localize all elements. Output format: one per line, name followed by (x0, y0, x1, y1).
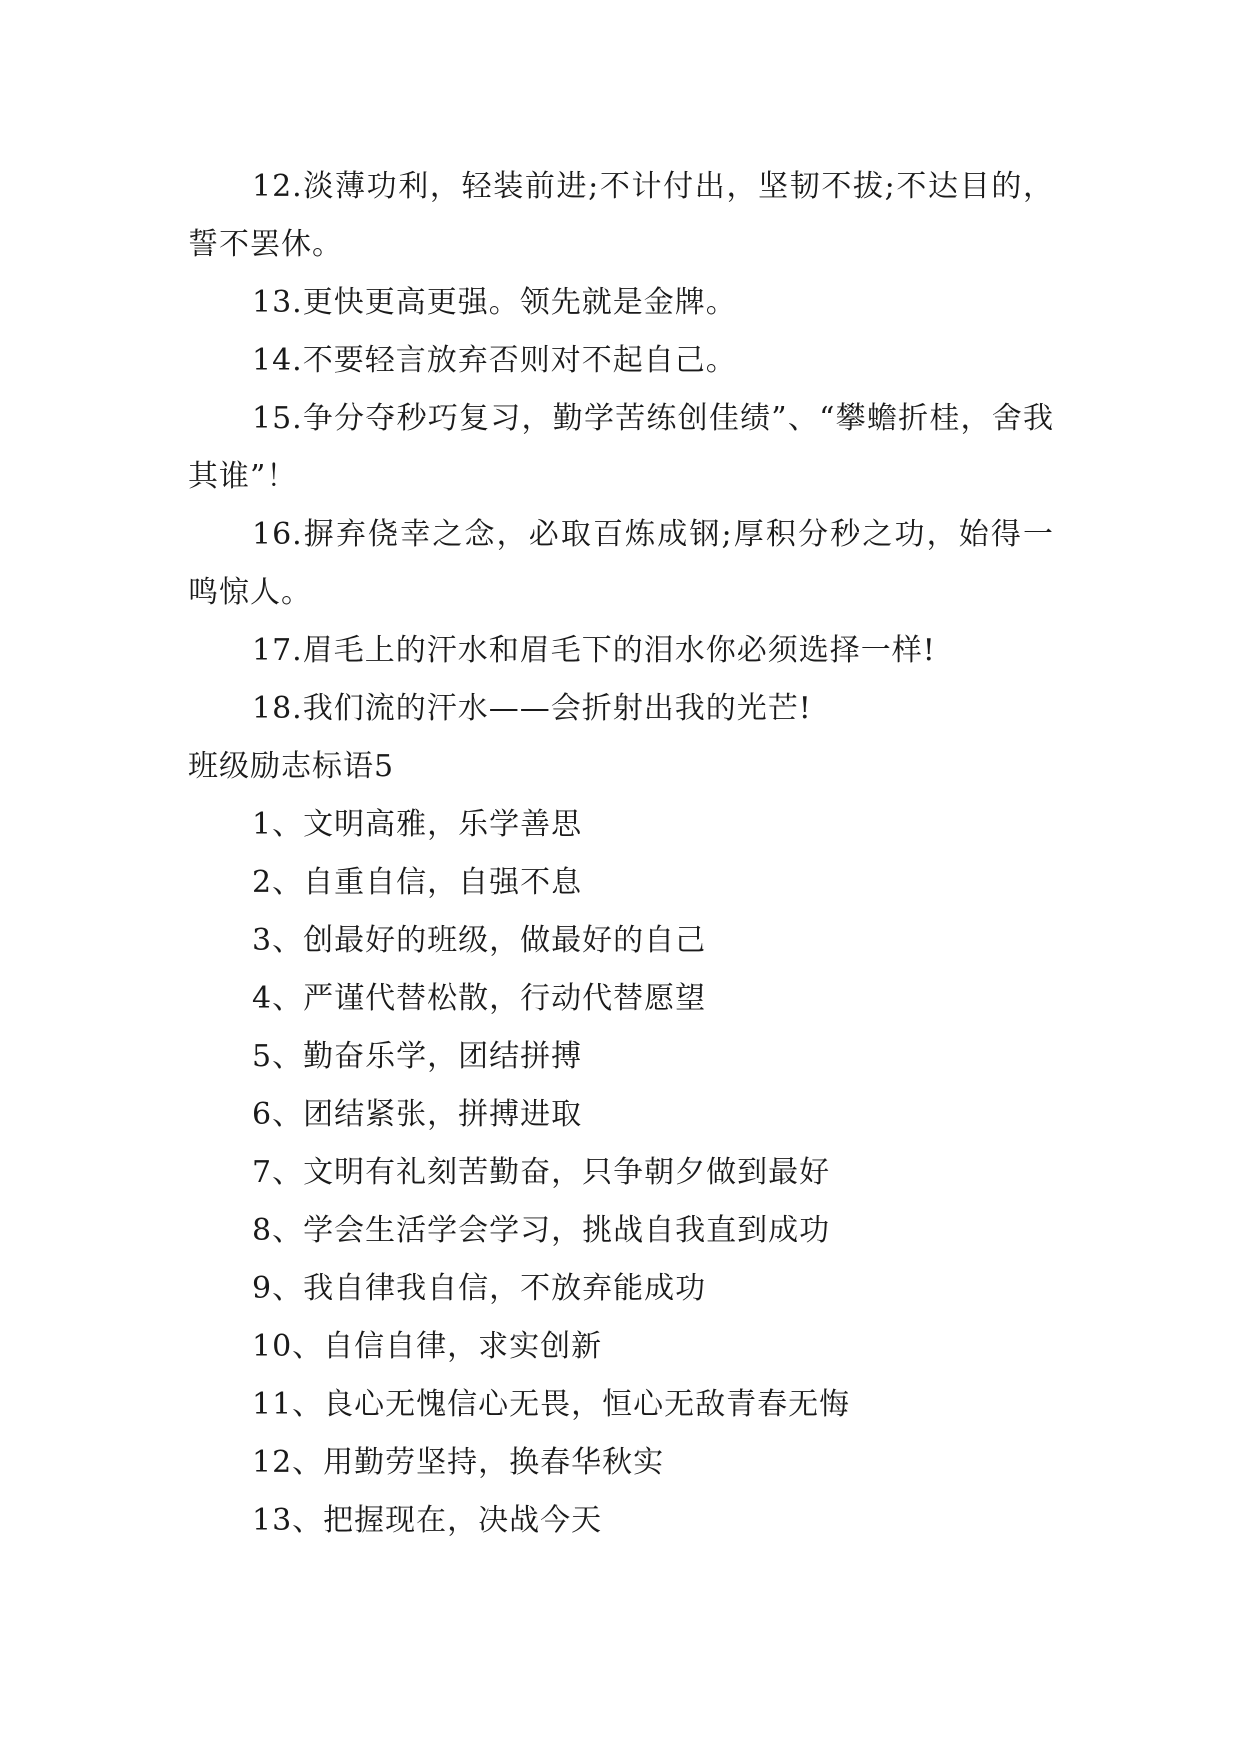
paragraph-14: 14.不要轻言放弃否则对不起自己。 (252, 343, 737, 378)
list-item: 8、学会生活学会学习，挑战自我直到成功 (252, 1213, 831, 1248)
list-item: 3、创最好的班级，做最好的自己 (252, 923, 707, 958)
list-item: 11、良心无愧信心无畏，恒心无敌青春无悔 (252, 1387, 851, 1422)
list-item: 4、严谨代替松散，行动代替愿望 (252, 981, 707, 1016)
list-item: 2、自重自信，自强不息 (252, 865, 583, 900)
paragraph-18: 18.我们流的汗水——会折射出我的光芒! (252, 691, 812, 726)
list-item: 1、文明高雅，乐学善思 (252, 807, 583, 842)
section-heading: 班级励志标语5 (188, 749, 395, 784)
list-item: 5、勤奋乐学，团结拼搏 (252, 1039, 583, 1074)
list-item: 10、自信自律，求实创新 (252, 1329, 603, 1364)
paragraph-13: 13.更快更高更强。领先就是金牌。 (252, 285, 737, 320)
document-body (188, 158, 1054, 1550)
paragraph-17: 17.眉毛上的汗水和眉毛下的泪水你必须选择一样! (252, 633, 936, 668)
paragraph-12: 12.淡薄功利，轻装前进;不计付出，坚韧不拔;不达目的，誓不罢休。 (188, 169, 1054, 262)
paragraph-15: 15.争分夺秒巧复习，勤学苦练创佳绩”、“攀蟾折桂，舍我其谁”！ (188, 401, 1054, 494)
list-item: 6、团结紧张，拼搏进取 (252, 1097, 583, 1132)
list-item: 7、文明有礼刻苦勤奋，只争朝夕做到最好 (252, 1155, 831, 1190)
list-item: 12、用勤劳坚持，换春华秋实 (252, 1445, 665, 1480)
list-item: 9、我自律我自信，不放弃能成功 (252, 1271, 707, 1306)
paragraph-16: 16.摒弃侥幸之念，必取百炼成钢;厚积分秒之功，始得一鸣惊人。 (188, 517, 1054, 610)
list-item: 13、把握现在，决战今天 (252, 1503, 603, 1538)
